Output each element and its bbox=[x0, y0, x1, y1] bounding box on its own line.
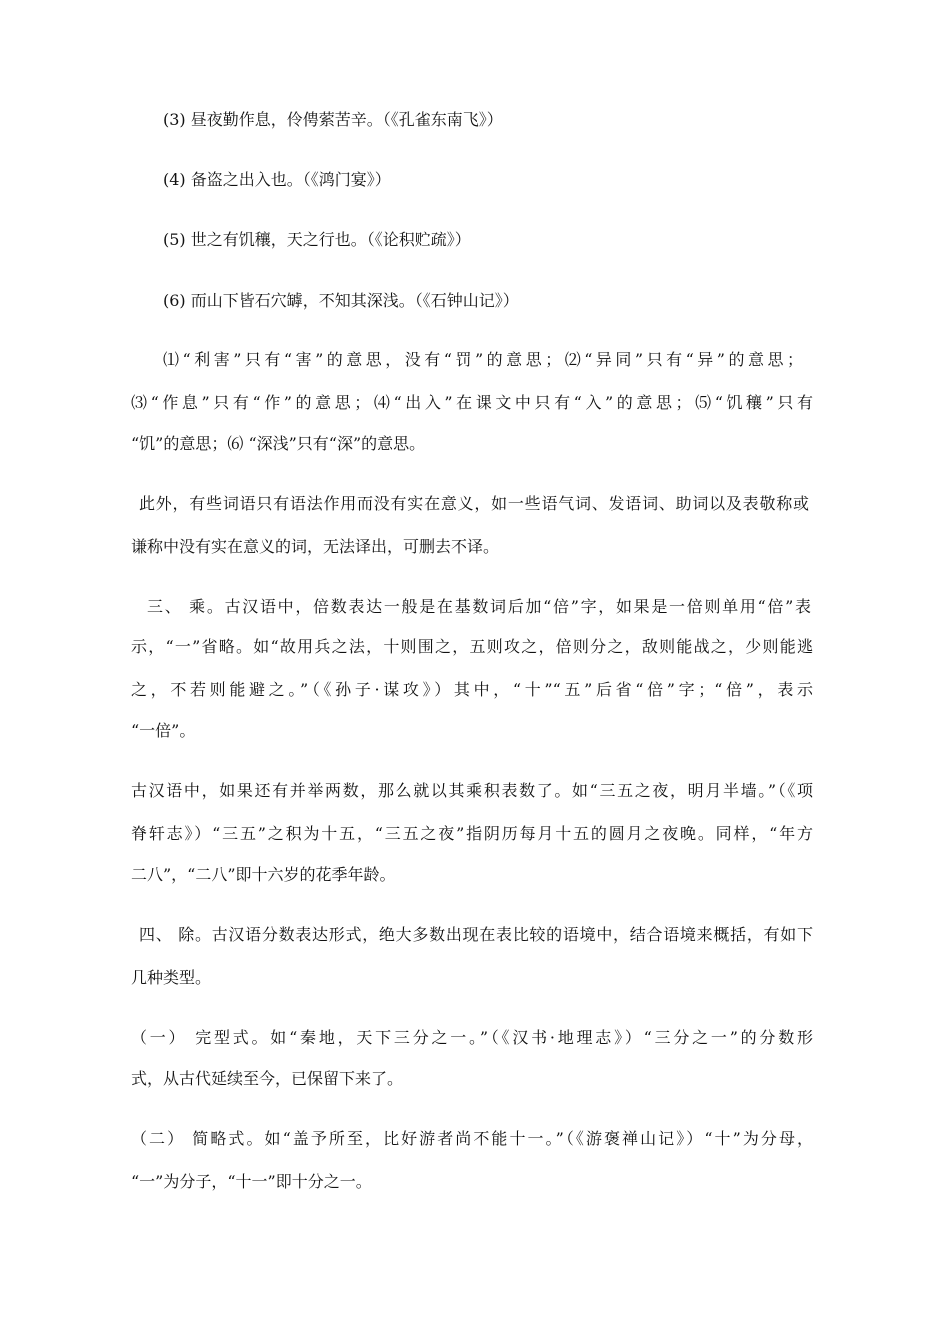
section-three-line: “一倍”。 bbox=[131, 721, 196, 740]
example-5: (5) 世之有饥穰，天之行也。（《论积贮疏》） bbox=[163, 230, 471, 249]
example-3: (3) 昼夜勤作息，伶俜萦苦辛。（《孔雀东南飞》） bbox=[163, 110, 503, 129]
type-one-line: 式，从古代延续至今，已保留下来了。 bbox=[131, 1069, 404, 1088]
explanation-line: ⑶“作息”只有“作”的意思；⑷“出入”在课文中只有“入”的意思；⑸“饥穰”只有 bbox=[131, 393, 813, 412]
paragraph-line: 谦称中没有实在意义的词，无法译出，可删去不译。 bbox=[131, 537, 500, 556]
type-one-line: （一） 完型式。如“秦地，天下三分之一。”（《汉书·地理志》）“三分之一”的分数形 bbox=[131, 1028, 813, 1047]
section-four-line: 四、 除。古汉语分数表达形式，绝大多数出现在表比较的语境中，结合语境来概括，有如下 bbox=[139, 925, 813, 944]
explanation-line: ⑴“利害”只有“害”的意思，没有“罚”的意思；⑵“异同”只有“异”的意思； bbox=[163, 350, 803, 369]
example-6: (6) 而山下皆石穴罅，不知其深浅。（《石钟山记》） bbox=[163, 291, 519, 310]
section-three-line: 之，不若则能避之。”（《孙子·谋攻》）其中，“十”“五”后省“倍”字；“倍”，表示 bbox=[131, 680, 813, 699]
type-two-line: （二） 简略式。如“盖予所至，比好游者尚不能十一。”（《游褒禅山记》）“十”为分母， bbox=[131, 1129, 813, 1148]
paragraph-line: 古汉语中，如果还有并举两数，那么就以其乘积表数了。如“三五之夜，明月半墙。”（《项 bbox=[131, 781, 813, 800]
explanation-line: “饥”的意思；⑹ “深浅”只有“深”的意思。 bbox=[131, 434, 426, 453]
section-four-line: 几种类型。 bbox=[131, 968, 212, 987]
paragraph-line: 二八”，“二八”即十六岁的花季年龄。 bbox=[131, 865, 396, 884]
paragraph-line: 此外，有些词语只有语法作用而没有实在意义，如一些语气词、发语词、助词以及表敬称或 bbox=[139, 494, 809, 513]
type-two-line: “一”为分子，“十一”即十分之一。 bbox=[131, 1172, 372, 1191]
section-three-line: 三、 乘。古汉语中，倍数表达一般是在基数词后加“倍”字，如果是一倍则单用“倍”表 bbox=[147, 597, 811, 616]
paragraph-line: 脊轩志》）“三五”之积为十五，“三五之夜”指阴历每月十五的圆月之夜晚。同样，“年方 bbox=[131, 824, 813, 843]
example-4: (4) 备盗之出入也。（《鸿门宴》） bbox=[163, 170, 391, 189]
section-three-line: 示，“一”省略。如“故用兵之法，十则围之，五则攻之，倍则分之，敌则能战之，少则能逃 bbox=[131, 637, 813, 656]
